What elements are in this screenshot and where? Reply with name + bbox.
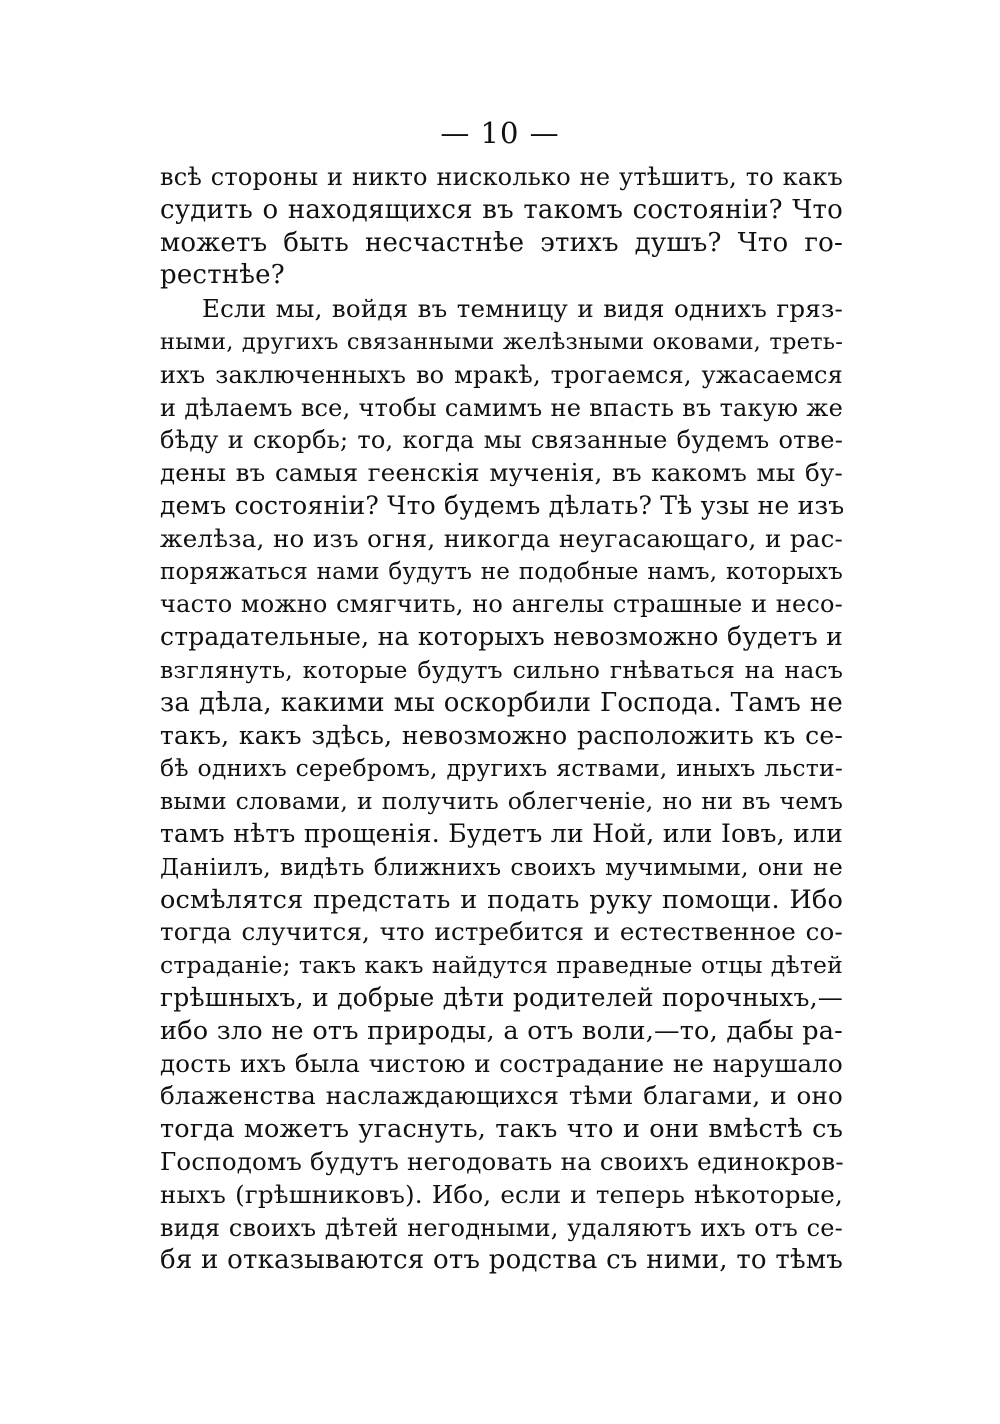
paragraph-1 [160, 161, 843, 292]
text-line: демъ состояніи? Что будемъ дѣлать? Тѣ узы не изъ [160, 490, 845, 520]
text-line: бѣду и скорбь; то, когда мы связанные будемъ отве- [160, 426, 843, 455]
paragraph-2 [160, 293, 843, 1277]
text-line: и дѣлаемъ все, чтобы самимъ не впасть въ такую же [160, 393, 843, 422]
text-line: Даніилъ, видѣть ближнихъ своихъ мучимыми, они не [160, 852, 843, 881]
body-text [160, 161, 843, 1277]
page-number: — 10 — [440, 116, 560, 150]
text-line: ибо зло не отъ природы, а отъ воли,—то, дабы ра- [160, 1015, 843, 1046]
text-line: за дѣла, какими мы оскорбили Господа. Тамъ не [160, 687, 843, 718]
text-line: ными, другихъ связанными желѣзными оковами, треть- [160, 328, 843, 355]
text-line: страдательные, на которыхъ невозможно будетъ и [160, 622, 843, 652]
text-line: взглянуть, которые будутъ сильно гнѣваться на насъ [160, 655, 843, 684]
text-line: можетъ быть несчастнѣе этихъ душъ? Что го- [160, 227, 843, 258]
text-line: дость ихъ была чистою и сострадание не нарушало [160, 1048, 843, 1078]
text-line: судить о находящихся въ такомъ состояніи? Что [160, 194, 843, 225]
text-line: выми словами, и получить облегченіе, но ни въ чемъ [160, 787, 843, 816]
text-line: ихъ заключенныхъ во мракѣ, трогаемся, ужасаемся [160, 360, 843, 389]
text-line: всѣ стороны и никто нисколько не утѣшитъ, то какъ [160, 163, 843, 191]
text-line: ныхъ (грѣшниковъ). Ибо, если и теперь нѣкоторые, [160, 1179, 843, 1209]
text-line: тогда можетъ угаснуть, такъ что и они вмѣстѣ съ [160, 1114, 843, 1145]
text-line: бѣ однихъ серебромъ, другихъ яствами, иныхъ льсти- [160, 754, 843, 783]
text-line: осмѣлятся предстать и подать руку помощи. Ибо [160, 884, 843, 915]
text-line: видя своихъ дѣтей негодными, удаляютъ ихъ отъ се- [160, 1213, 843, 1242]
text-line: Если мы, войдя въ темницу и видя однихъ гряз- [202, 294, 843, 324]
text-line: дены въ самыя геенскія мученія, въ какомъ мы бу- [160, 458, 843, 488]
text-line: такъ, какъ здѣсь, невозможно расположить къ се- [160, 720, 843, 750]
text-line: страданіе; такъ какъ найдутся праведные отцы дѣтей [160, 951, 843, 980]
text-line: часто можно смягчить, но ангелы страшные и несо- [160, 590, 843, 619]
text-line: бя и отказываются отъ родства съ ними, то тѣмъ [160, 1245, 843, 1276]
text-line: тамъ нѣтъ прощенія. Будетъ ли Ной, или Іовъ, или [160, 818, 843, 848]
text-line: тогда случится, что истребится и естественное со- [160, 917, 843, 947]
text-line: рестнѣе? [160, 260, 285, 291]
text-line: грѣшныхъ, и добрые дѣти родителей порочныхъ,— [160, 982, 843, 1012]
text-line: желѣза, но изъ огня, никогда неугасающаго, и рас- [160, 523, 843, 553]
text-line: поряжаться нами будутъ не подобные намъ, которыхъ [160, 558, 843, 585]
text-line: блаженства наслаждающихся тѣми благами, и оно [160, 1081, 843, 1111]
text-line: Господомъ будутъ негодовать на своихъ единокров- [160, 1146, 844, 1176]
